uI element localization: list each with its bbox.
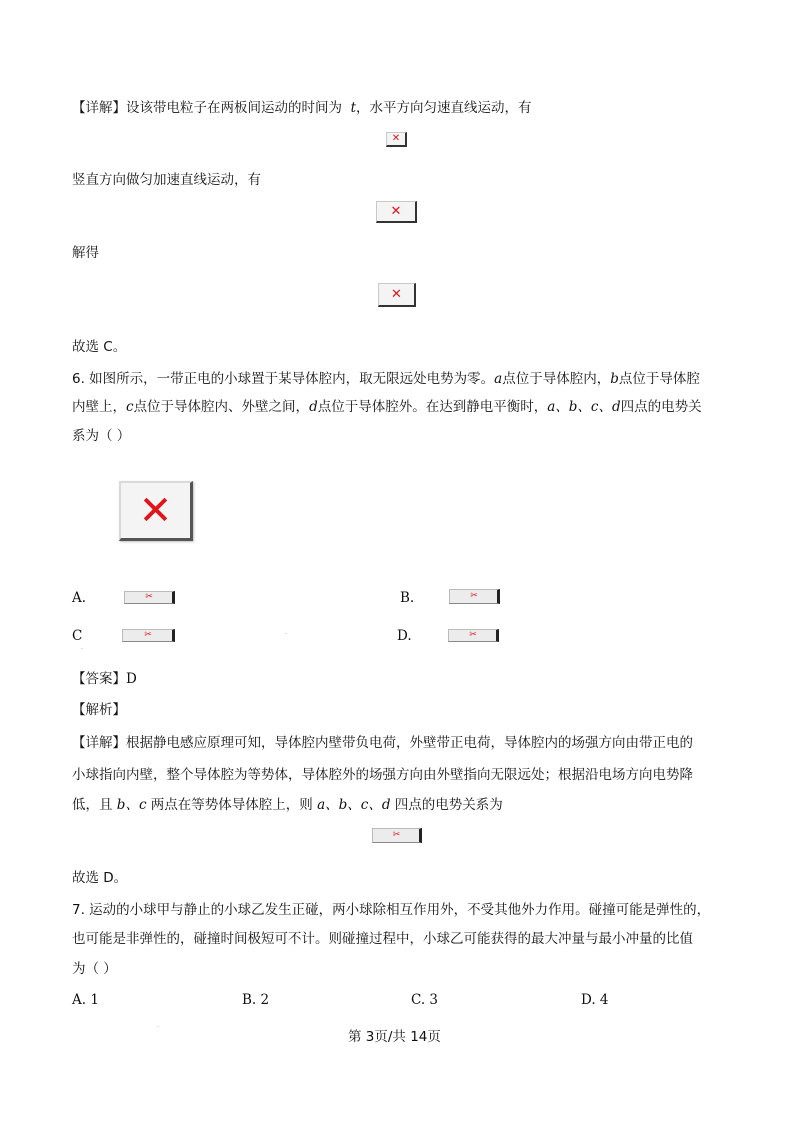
q6-line-3: 系为（ ） [72,428,131,444]
q6-option-a-label[interactable]: A. [72,590,87,606]
broken-image-icon: ✕ [119,481,193,541]
q6-option-d-label[interactable]: D. [397,628,412,644]
detail2-line-1: 【详解】根据静电感应原理可知，导体腔内壁带负电荷，外壁带正电荷，导体腔内的场强方向由带正电的 [72,735,693,751]
analysis-tag: 【解析】 [72,702,126,718]
q6-line-1: 6. 如图所示，一带正电的小球置于某导体腔内，取无限远处电势为零。a点位于导体腔内，b点位于导体腔 [72,371,700,387]
q7-line-3: 为（ ） [72,961,117,977]
detail-tag: 【详解】 [72,735,126,751]
q6-option-c-label[interactable]: C [72,628,83,644]
broken-image-icon: ✕ [376,201,417,223]
choose-c-line: 故选 C。 [72,339,127,355]
q6-line-2: 内壁上，c点位于导体腔内、外壁之间，d点位于导体腔外。在达到静电平衡时，a、b、c、d四点的电势关 [72,399,702,415]
detail-line-1: 【详解】设该带电粒子在两板间运动的时间为 t，水平方向匀速直线运动，有 [72,100,532,116]
q7-option-b[interactable]: B. 2 [242,992,270,1008]
page-footer: 第 3页/共 14页 [348,1029,441,1045]
q7-line-1: 7. 运动的小球甲与静止的小球乙发生正碰，两小球除相互作用外，不受其他外力作用。碰撞可能是弹性的， [72,902,711,918]
answer-value: D [126,671,137,687]
q6-option-b-label[interactable]: B. [400,590,415,606]
q7-option-d[interactable]: D. 4 [581,992,609,1008]
q7-option-a[interactable]: A. 1 [72,992,99,1008]
broken-image-icon: ✂ [449,589,500,604]
vertical-motion-line: 竖直方向做匀加速直线运动，有 [72,172,261,188]
detail2-line-3: 低，且 b、c 两点在等势体导体腔上，则 a、b、c、d 四点的电势关系为 [72,797,503,813]
detail2-line-2: 小球指向内壁，整个导体腔为等势体，导体腔外的场强方向由外壁指向无限远处；根据沿电场方向电势降 [72,767,693,783]
broken-image-icon: ✕ [378,283,416,307]
stray-mark: · [81,646,83,653]
stray-mark: · [285,631,287,638]
q7-line-2: 也可能是非弹性的，碰撞时间极短可不计。则碰撞过程中，小球乙可能获得的最大冲量与最小冲量的比值 [72,931,693,947]
choose-d-line: 故选 D。 [72,870,128,886]
q7-option-c[interactable]: C. 3 [411,992,439,1008]
detail-tag: 【详解】 [72,100,126,116]
broken-image-icon: ✂ [124,591,175,604]
answer-line [72,667,137,687]
answer-tag: 【答案】 [72,671,126,687]
broken-image-icon: ✂ [448,629,499,642]
broken-image-icon: ✂ [372,828,422,843]
broken-image-icon: ✕ [386,132,407,147]
solve-line: 解得 [72,245,99,261]
stray-mark: · [157,1024,159,1031]
broken-image-icon: ✂ [122,629,175,642]
